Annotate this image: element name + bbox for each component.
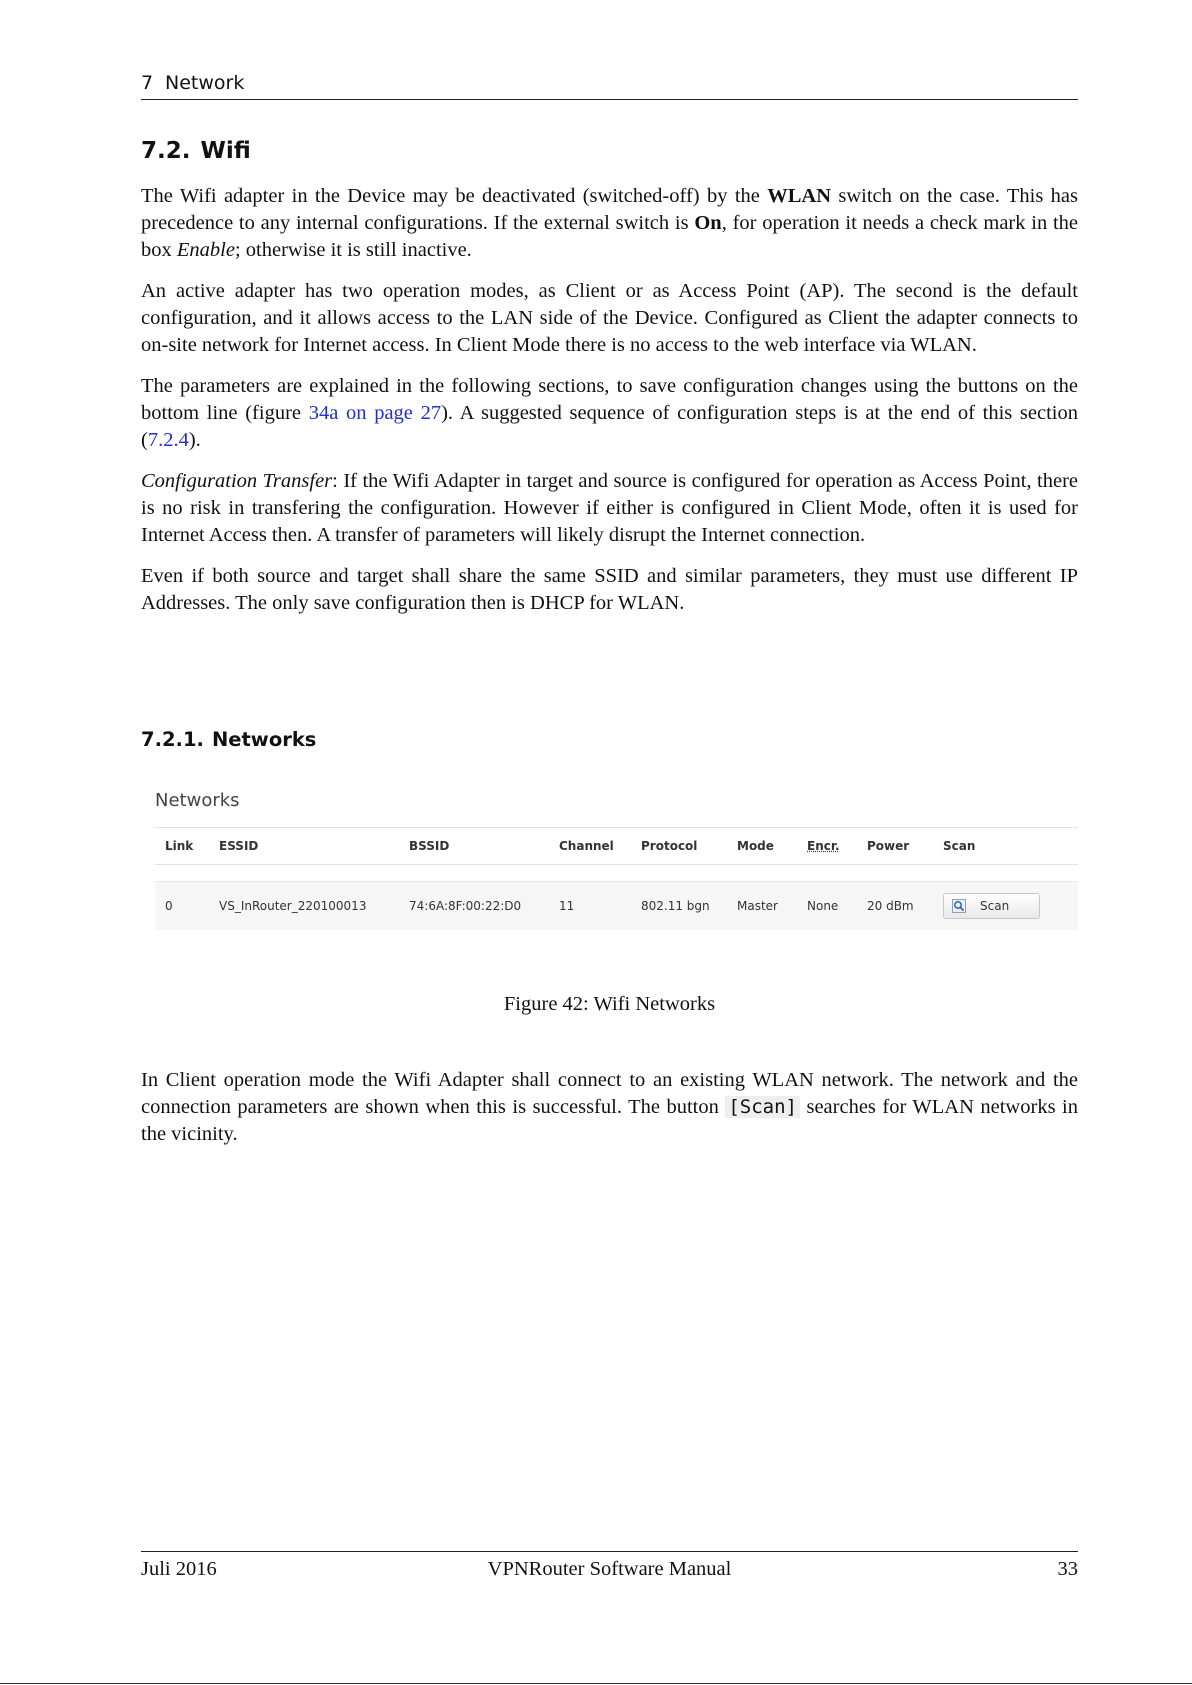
footer-title: VPNRouter Software Manual (487, 1558, 732, 1580)
subsection-title: Networks (211, 728, 317, 751)
client-mode-text (141, 1067, 1078, 1162)
footer-page-number: 33 (1057, 1558, 1078, 1580)
col-encr-label: Encr. (807, 839, 840, 853)
paragraph-4 (141, 468, 1078, 549)
paragraph-5: Even if both source and target shall share the same SSID and similar parameters, they must use different IP Addresses. The only save configuration then is DHCP for WLAN. (141, 565, 1078, 614)
page-bottom-edge (0, 1683, 1192, 1684)
cell-protocol: 802.11 bgn (631, 882, 727, 931)
footer-rule (141, 1551, 1078, 1552)
p3-text-a: The parameters are explained in the following sections, to save configuration changes using the buttons on the bottom line (figure (141, 375, 1078, 424)
p1-text-g: ; otherwise it is still inactive. (234, 239, 472, 261)
table-header-row (155, 828, 1078, 865)
p4-text: : If the Wifi Adapter in target and source is configured for operation as Access Point, there is no risk in transfering the configuration. However if either is configured in Client Mode, often it is used for Internet Access then. A transfer of parameters will likely disrupt the Internet connection. (141, 470, 1079, 546)
col-encr (797, 828, 857, 865)
cell-essid: VS_InRouter_220100013 (209, 882, 399, 931)
p1-bold-wlan: WLAN (767, 185, 832, 207)
paragraph-1 (141, 183, 1078, 264)
figure-caption: Figure 42: Wifi Networks (503, 993, 716, 1015)
paragraph-6 (141, 1067, 1078, 1148)
chapter-title: Network (165, 72, 245, 94)
table-row (155, 882, 1078, 931)
p6-text-a: In Client operation mode the Wifi Adapter shall connect to an existing WLAN network. The network and the connection parameters are shown when this is successful. The button (141, 1069, 1078, 1118)
cell-encr: None (797, 882, 857, 931)
cell-power: 20 dBm (857, 882, 933, 931)
col-mode: Mode (727, 828, 797, 865)
scan-button-label: Scan (980, 899, 1010, 913)
subsection-number: 7.2.1. (141, 728, 204, 751)
col-scan: Scan (933, 828, 1078, 865)
col-link: Link (155, 828, 209, 865)
networks-panel-title: Networks (155, 790, 240, 811)
cell-scan (933, 882, 1078, 931)
cell-mode: Master (727, 882, 797, 931)
p4-label: Configuration Transfer (141, 470, 333, 492)
p6-text-b: searches for WLAN networks in the vicinity. (141, 1096, 1078, 1145)
paragraph-2: An active adapter has two operation modes, as Client or as Access Point (AP). The second is the default configuration, and it allows access to the LAN side of the Device. Configured as Client the adapter connects to on-site network for Internet access. In Client Mode there is no access to the web interface via WLAN. (141, 280, 1078, 356)
p1-text-a: The Wifi adapter in the Device may be deactivated (switched-off) by the (141, 185, 768, 207)
table-spacer (155, 865, 1078, 882)
scan-code: [Scan] (725, 1096, 800, 1118)
col-channel: Channel (549, 828, 631, 865)
intro-text (141, 183, 1078, 631)
section-number: 7.2. (141, 138, 191, 164)
networks-figure (155, 790, 1078, 930)
p3-text-b: ). A suggested sequence of configuration steps is at the end of this section ( (141, 402, 1079, 451)
spacer-cell (155, 865, 1078, 882)
section-heading (141, 138, 251, 164)
col-protocol: Protocol (631, 828, 727, 865)
footer-date: Juli 2016 (141, 1558, 217, 1580)
p1-bold-on: On (694, 212, 722, 234)
paragraph-3 (141, 373, 1078, 454)
col-essid: ESSID (209, 828, 399, 865)
cell-bssid: 74:6A:8F:00:22:D0 (399, 882, 549, 931)
chapter-number: 7 (141, 72, 154, 94)
link-section-7-2-4[interactable]: 7.2.4 (147, 429, 189, 451)
running-header (141, 72, 1078, 100)
link-figure-34a[interactable]: 34a on page 27 (308, 402, 442, 424)
col-power: Power (857, 828, 933, 865)
p1-italic-enable: Enable (176, 239, 235, 261)
scan-button[interactable] (943, 893, 1040, 919)
subsection-heading (141, 728, 316, 751)
p1-text-c: switch on the case. This has precedence to any internal configurations. If the external switch is (141, 185, 1078, 234)
magnifier-icon (952, 899, 966, 913)
cell-link: 0 (155, 882, 209, 931)
section-title: Wifi (200, 138, 251, 164)
col-bssid: BSSID (399, 828, 549, 865)
cell-channel: 11 (549, 882, 631, 931)
p3-text-c: ). (188, 429, 201, 451)
networks-table (155, 827, 1078, 930)
p1-text-e: , for operation it needs a check mark in the box (141, 212, 1078, 261)
